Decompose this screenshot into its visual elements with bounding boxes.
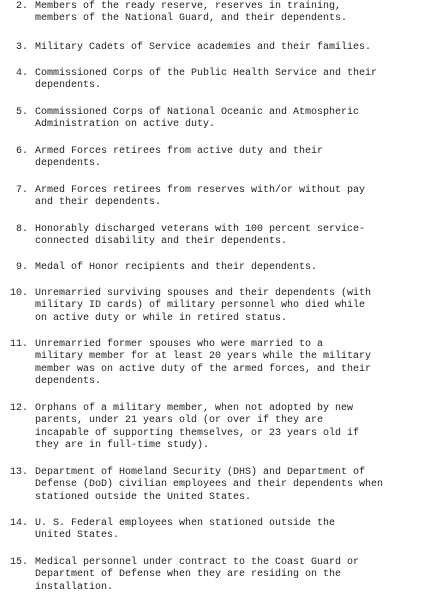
item-line: Members of the ready reserve, reserves in training,	[35, 1, 342, 12]
item-line: connected disability and their dependents.	[35, 236, 288, 248]
item-line: Commissioned Corps of the Public Health Service and their	[35, 68, 378, 79]
item-number: 6.	[15, 146, 28, 157]
item-line: Unremarried surviving spouses and their dependents (with	[35, 288, 372, 299]
item-line: Defense (DoD) civilian employees and their dependents when	[35, 479, 384, 491]
item-text	[35, 1, 431, 26]
item-line: military ID cards) of military personnel who died while	[35, 300, 366, 312]
item-line: United States.	[35, 530, 120, 542]
item-line: installation.	[35, 581, 114, 593]
item-text	[35, 288, 431, 325]
item-number: 3.	[15, 42, 28, 53]
item-line: and their dependents.	[35, 197, 162, 209]
item-number: 10.	[9, 288, 28, 299]
item-text	[35, 518, 431, 543]
item-text	[35, 185, 431, 210]
item-text	[35, 107, 431, 132]
item-line: they are in full-time study).	[35, 440, 210, 452]
item-text	[35, 467, 431, 504]
item-number: 12.	[9, 403, 28, 414]
item-line: Orphans of a military member, when not adopted by new	[35, 403, 354, 414]
item-line: members of the National Guard, and their dependents.	[35, 13, 348, 25]
item-line: Unremarried former spouses who were married to a	[35, 339, 324, 350]
item-line: U. S. Federal employees when stationed outside the	[35, 518, 336, 529]
item-number: 11.	[9, 339, 28, 350]
item-line: Department of Homeland Security (DHS) and Department of	[35, 467, 366, 478]
item-number: 15.	[9, 557, 28, 568]
item-text	[35, 68, 431, 93]
item-line: Armed Forces retirees from reserves with/or without pay	[35, 185, 366, 196]
item-text	[35, 557, 431, 594]
item-line: Medical personnel under contract to the Coast Guard or	[35, 557, 360, 568]
item-text	[35, 262, 431, 274]
item-number: 14.	[9, 518, 28, 529]
item-line: Honorably discharged veterans with 100 percent service-	[35, 224, 366, 235]
item-line: stationed outside the United States.	[35, 491, 252, 503]
item-number: 7.	[15, 185, 28, 196]
item-number: 4.	[15, 68, 28, 79]
item-number: 8.	[15, 224, 28, 235]
item-line: member was on active duty of the armed forces, and their	[35, 363, 372, 375]
item-line: on active duty or while in retired status.	[35, 312, 288, 324]
item-text	[35, 42, 431, 54]
item-line: dependents.	[35, 158, 102, 170]
item-number: 5.	[15, 107, 28, 118]
item-text	[35, 224, 431, 249]
item-number: 9.	[15, 262, 28, 273]
item-line: Military Cadets of Service academies and their families.	[35, 42, 372, 53]
item-text	[35, 146, 431, 171]
item-line: dependents.	[35, 80, 102, 92]
item-line: Armed Forces retirees from active duty and their	[35, 146, 324, 157]
item-line: military member for at least 20 years while the military	[35, 351, 372, 363]
item-line: Medal of Honor recipients and their dependents.	[35, 262, 318, 273]
item-text	[35, 339, 431, 389]
item-line: Commissioned Corps of National Oceanic and Atmospheric	[35, 107, 360, 118]
item-line: parents, under 21 years old (or over if they are	[35, 415, 324, 427]
item-line: incapable of supporting themselves, or 23 years old if	[35, 427, 360, 439]
item-text	[35, 403, 431, 453]
item-line: Administration on active duty.	[35, 119, 216, 131]
item-line: Department of Defense when they are residing on the	[35, 569, 342, 581]
item-number: 2.	[15, 1, 28, 12]
item-line: dependents.	[35, 376, 102, 388]
item-number: 13.	[9, 467, 28, 478]
